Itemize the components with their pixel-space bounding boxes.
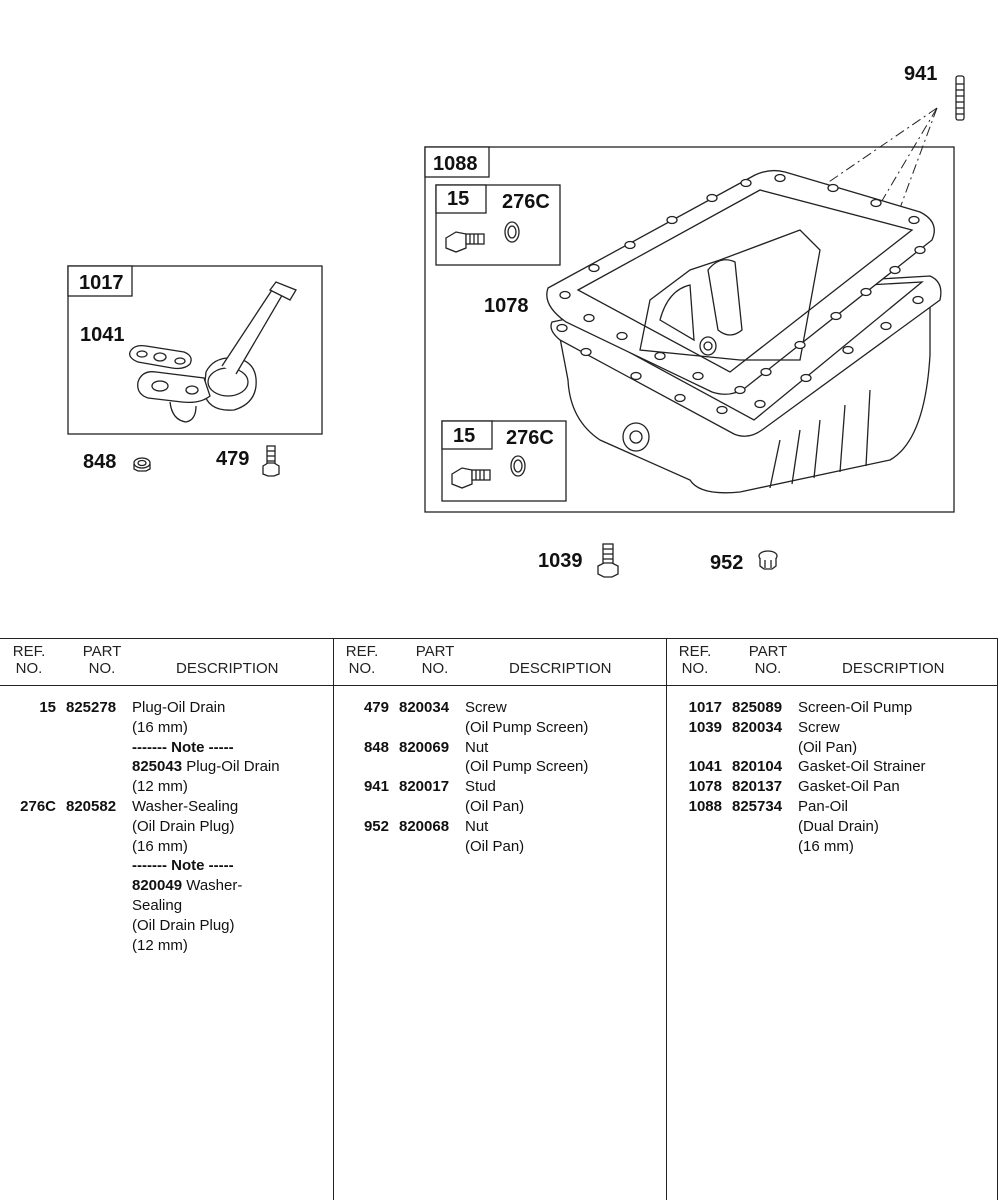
callout-1078: 1078	[484, 295, 529, 317]
part-number: 820104	[732, 758, 783, 776]
description-text: Stud	[465, 778, 496, 796]
screw-479-icon	[263, 446, 279, 476]
part-description	[459, 738, 666, 758]
part-number	[56, 936, 126, 956]
part-description	[126, 718, 333, 738]
part-description	[126, 876, 333, 896]
part-description	[126, 936, 333, 956]
header-ref: REF. NO.	[12, 643, 46, 677]
part-number: 825089	[732, 699, 783, 716]
part-description	[792, 777, 998, 797]
table-row	[0, 777, 333, 797]
callout-1041: 1041	[80, 324, 125, 346]
table-row	[666, 777, 998, 797]
part-number	[56, 856, 126, 876]
ref-number	[0, 856, 56, 876]
part-number	[56, 718, 126, 738]
description-text: (Oil Pan)	[465, 837, 525, 855]
part-number	[722, 817, 792, 837]
table-row	[0, 817, 333, 837]
table-header	[333, 639, 666, 686]
part-description	[126, 817, 333, 837]
gasket-1041-icon	[130, 346, 191, 369]
note-divider: ------- Note -----	[132, 738, 234, 756]
table-row	[0, 797, 333, 817]
part-description	[459, 718, 666, 738]
ref-number: 941	[363, 778, 389, 796]
part-number	[56, 896, 126, 916]
washer-top-icon	[505, 222, 519, 242]
alt-part-number: 825043	[132, 758, 183, 776]
description-text: (16 mm)	[798, 837, 854, 855]
ref-number: 848	[363, 738, 389, 756]
ref-number	[333, 718, 389, 738]
ref-number	[666, 738, 722, 758]
description-text: Pan-Oil	[798, 797, 849, 815]
part-description	[126, 856, 333, 876]
table-row	[0, 916, 333, 936]
part-description	[459, 837, 666, 857]
ref-number: 15	[39, 699, 56, 716]
callout-1017: 1017	[79, 272, 124, 294]
description-text: (16 mm)	[132, 837, 188, 855]
part-description	[792, 757, 998, 777]
ref-number	[0, 916, 56, 936]
table-row	[666, 698, 998, 718]
header-ref: REF. NO.	[678, 643, 712, 677]
description-text: Gasket-Oil Strainer	[798, 758, 926, 776]
description-text: (Oil Drain Plug)	[132, 916, 235, 934]
part-number: 820034	[399, 699, 450, 716]
table-row	[0, 698, 333, 718]
description-text: Screen-Oil Pump	[798, 699, 913, 716]
part-description	[792, 718, 998, 738]
part-description	[459, 797, 666, 817]
description-text: Screw	[465, 699, 507, 716]
table-row	[666, 757, 998, 777]
callout-952: 952	[710, 552, 744, 574]
table-row	[0, 876, 333, 896]
table-row	[333, 757, 666, 777]
ref-number: 276C	[20, 797, 56, 815]
table-row	[333, 777, 666, 797]
part-number: 820137	[732, 778, 783, 796]
part-description	[792, 698, 998, 718]
table-row	[0, 757, 333, 777]
ref-number: 1017	[688, 699, 722, 716]
ref-number	[0, 837, 56, 857]
description-text: Nut	[465, 817, 489, 835]
header-part: PART NO.	[82, 643, 122, 677]
ref-number	[0, 896, 56, 916]
table-row	[333, 837, 666, 857]
table-row	[0, 738, 333, 758]
ref-number: 479	[363, 699, 389, 716]
part-description	[459, 817, 666, 837]
part-description	[126, 797, 333, 817]
description-text: Washer-	[186, 877, 243, 895]
nut-952-icon	[759, 551, 777, 569]
header-ref: REF. NO.	[345, 643, 379, 677]
description-text: Washer-Sealing	[132, 797, 239, 815]
ref-number	[666, 837, 722, 857]
part-number: 820582	[66, 797, 117, 815]
description-text: (Oil Pump Screen)	[465, 718, 589, 736]
part-description	[126, 757, 333, 777]
part-number	[389, 837, 459, 857]
header-description: DESCRIPTION	[842, 660, 945, 677]
callout-479: 479	[216, 448, 250, 470]
parts-column-2	[333, 639, 667, 1200]
ref-number	[0, 757, 56, 777]
callout-1088: 1088	[433, 153, 478, 175]
ref-number	[0, 876, 56, 896]
callout-276C-bottom: 276C	[506, 427, 554, 449]
ref-number	[0, 738, 56, 758]
header-description: DESCRIPTION	[509, 660, 612, 677]
part-description	[792, 738, 998, 758]
part-description	[126, 916, 333, 936]
part-description	[126, 738, 333, 758]
parts-column-3	[666, 639, 998, 1200]
part-description	[126, 698, 333, 718]
part-description	[792, 837, 998, 857]
part-number	[389, 718, 459, 738]
description-text: (12 mm)	[132, 936, 188, 954]
part-number	[56, 916, 126, 936]
part-number	[722, 738, 792, 758]
description-text: (Oil Pan)	[465, 797, 525, 815]
parts-column-1	[0, 639, 334, 1200]
screw-1039-icon	[598, 544, 618, 577]
table-row	[0, 896, 333, 916]
callout-15-top: 15	[447, 188, 470, 210]
ref-number: 952	[363, 817, 389, 835]
table-row	[0, 837, 333, 857]
part-description	[126, 777, 333, 797]
part-number	[56, 876, 126, 896]
part-description	[792, 817, 998, 837]
table-row	[666, 718, 998, 738]
table-row	[333, 698, 666, 718]
note-divider: ------- Note -----	[132, 857, 234, 875]
table-header	[0, 639, 333, 686]
part-number	[56, 757, 126, 777]
table-row	[666, 817, 998, 837]
part-number: 820068	[399, 817, 450, 835]
callout-848: 848	[83, 451, 117, 473]
ref-number	[333, 837, 389, 857]
ref-number: 1078	[688, 778, 722, 796]
table-row	[0, 936, 333, 956]
header-description: DESCRIPTION	[176, 660, 279, 677]
description-text: (16 mm)	[132, 718, 188, 736]
part-number	[389, 797, 459, 817]
ref-number: 1088	[688, 797, 722, 815]
ref-number	[333, 757, 389, 777]
description-text: (Oil Pump Screen)	[465, 758, 589, 776]
ref-number	[0, 718, 56, 738]
part-description	[126, 896, 333, 916]
description-text: (12 mm)	[132, 778, 188, 796]
ref-number: 1039	[688, 718, 722, 736]
part-description	[459, 777, 666, 797]
description-text: Sealing	[132, 896, 183, 914]
table-row	[333, 738, 666, 758]
header-part: PART NO.	[415, 643, 455, 677]
header-part: PART NO.	[748, 643, 788, 677]
table-row	[333, 797, 666, 817]
part-number: 820069	[399, 738, 450, 756]
description-text: (Oil Drain Plug)	[132, 817, 235, 835]
callout-15-bottom: 15	[453, 425, 476, 447]
parts-table	[0, 638, 998, 1200]
callout-276C-top: 276C	[502, 191, 550, 213]
part-number: 825278	[66, 699, 117, 716]
part-description	[792, 797, 998, 817]
table-row	[666, 837, 998, 857]
table-row	[333, 718, 666, 738]
table-row	[666, 797, 998, 817]
part-number	[389, 757, 459, 777]
part-number: 825734	[732, 797, 783, 815]
table-row	[0, 856, 333, 876]
ref-number	[666, 817, 722, 837]
ref-number	[0, 817, 56, 837]
washer-bottom-icon	[511, 456, 525, 476]
table-header	[666, 639, 998, 686]
description-text: Screw	[798, 718, 840, 736]
part-number	[56, 777, 126, 797]
description-text: (Oil Pan)	[798, 738, 858, 756]
part-number	[56, 817, 126, 837]
table-row	[666, 738, 998, 758]
part-description	[459, 757, 666, 777]
part-number: 820017	[399, 778, 450, 796]
ref-number: 1041	[688, 758, 722, 776]
description-text: Plug-Oil Drain	[132, 699, 226, 716]
part-number	[56, 738, 126, 758]
part-description	[126, 837, 333, 857]
description-text: (Dual Drain)	[798, 817, 879, 835]
description-text: Nut	[465, 738, 489, 756]
table-row	[333, 817, 666, 837]
ref-number	[0, 936, 56, 956]
ref-number	[0, 777, 56, 797]
callout-1039: 1039	[538, 550, 583, 572]
part-number: 820034	[732, 718, 783, 736]
part-description	[459, 698, 666, 718]
alt-part-number: 820049	[132, 877, 183, 895]
table-row	[0, 718, 333, 738]
part-number	[56, 837, 126, 857]
description-text: Gasket-Oil Pan	[798, 778, 900, 796]
description-text: Plug-Oil Drain	[186, 758, 280, 776]
part-number	[722, 837, 792, 857]
callout-941: 941	[904, 63, 938, 85]
stud-941-icon	[956, 76, 964, 120]
nut-848-icon	[134, 458, 150, 471]
ref-number	[333, 797, 389, 817]
